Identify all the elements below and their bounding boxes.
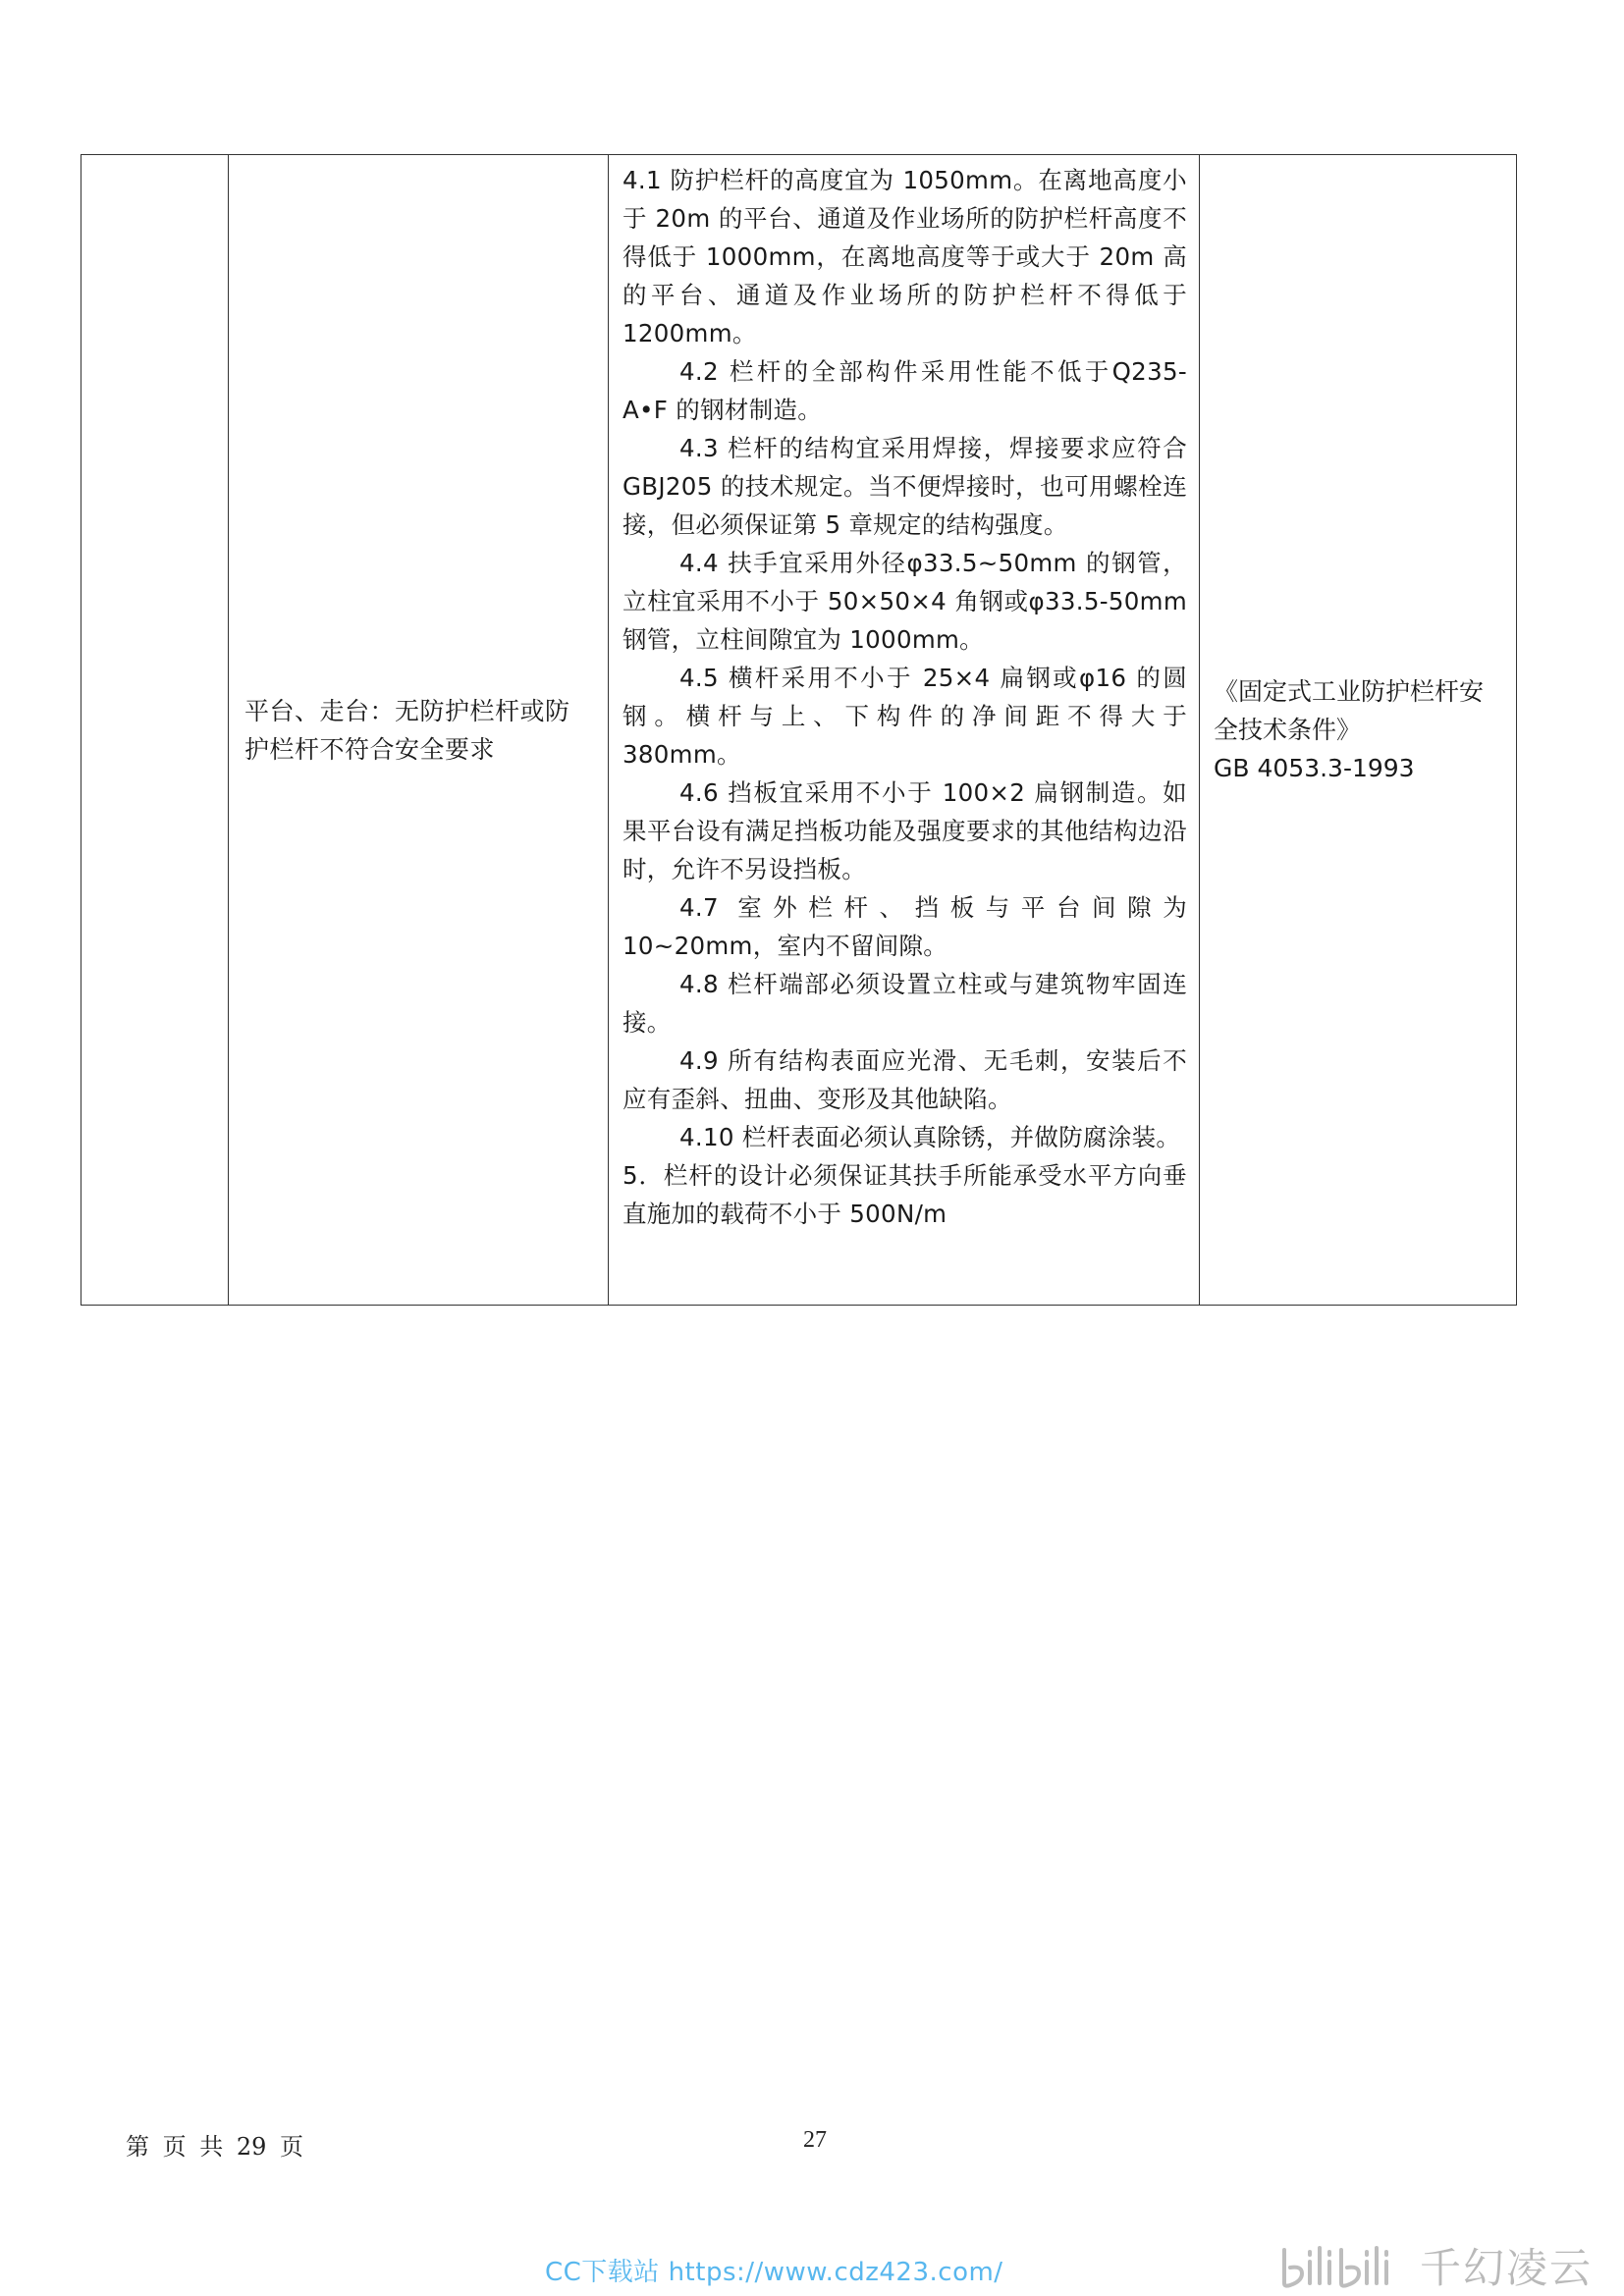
regulation-table [81, 154, 1517, 1306]
table-row [81, 155, 1517, 1306]
requirement-item: 4.7 室外栏杆、挡板与平台间隙为10~20mm，室内不留间隙。 [623, 893, 1187, 960]
hazard-cell [229, 155, 609, 1306]
requirement-item: 4.1 防护栏杆的高度宜为 1050mm。在离地高度小于 20m 的平台、通道及作业场所的防护栏杆高度不得低于 1000mm，在离地高度等于或大于 20m 高的平台、通道及作业场所的防护栏杆不得低于 1200mm。 [623, 166, 1187, 347]
basis-cell [1200, 155, 1517, 1306]
requirement-item: 4.4 扶手宜采用外径φ33.5~50mm 的钢管，立柱宜采用不小于 50×50×4 角钢或φ33.5-50mm 钢管，立柱间隙宜为 1000mm。 [623, 549, 1187, 654]
basis-standard-code: GB 4053.3-1993 [1214, 754, 1415, 782]
requirement-item: 4.8 栏杆端部必须设置立柱或与建筑物牢固连接。 [623, 970, 1187, 1037]
requirement-item: 4.9 所有结构表面应光滑、无毛刺，安装后不应有歪斜、扭曲、变形及其他缺陷。 [623, 1046, 1187, 1113]
page-number: 27 [803, 2127, 827, 2153]
hazard-text: 平台、走台：无防护栏杆或防护栏杆不符合安全要求 [244, 696, 570, 764]
requirements-cell [609, 155, 1200, 1306]
requirement-item: 5．栏杆的设计必须保证其扶手所能承受水平方向垂直施加的载荷不小于 500N/m [623, 1161, 1187, 1228]
page-info: 第 页 共 29 页 [126, 2133, 304, 2161]
watermark-site-text: CC下载站 https://www.cdz423.com/ [545, 2258, 1003, 2287]
requirement-item: 4.6 挡板宜采用不小于 100×2 扁钢制造。如果平台设有满足挡板功能及强度要求的其他结构边沿时，允许不另设挡板。 [623, 778, 1187, 883]
requirements-list [609, 155, 1199, 1233]
basis-block [1200, 672, 1516, 787]
bilibili-logo-icon [1276, 2240, 1414, 2291]
requirement-item: 4.3 栏杆的结构宜采用焊接，焊接要求应符合 GBJ205 的技术规定。当不便焊接时，也可用螺栓连接，但必须保证第 5 章规定的结构强度。 [623, 434, 1187, 539]
requirement-item: 4.10 栏杆表面必须认真除锈，并做防腐涂装。 [679, 1123, 1181, 1151]
requirement-item: 4.2 栏杆的全部构件采用性能不低于Q235-A•F 的钢材制造。 [623, 357, 1187, 424]
watermark-author-name: 千幻凌云 [1420, 2244, 1594, 2292]
index-cell [81, 155, 229, 1306]
basis-standard-title: 《固定式工业防护栏杆安全技术条件》 [1214, 677, 1485, 744]
watermark-author [1276, 2236, 1593, 2295]
requirement-item: 4.5 横杆采用不小于 25×4 扁钢或φ16 的圆钢。横杆与上、下构件的净间距不得大于 380mm。 [623, 664, 1187, 769]
